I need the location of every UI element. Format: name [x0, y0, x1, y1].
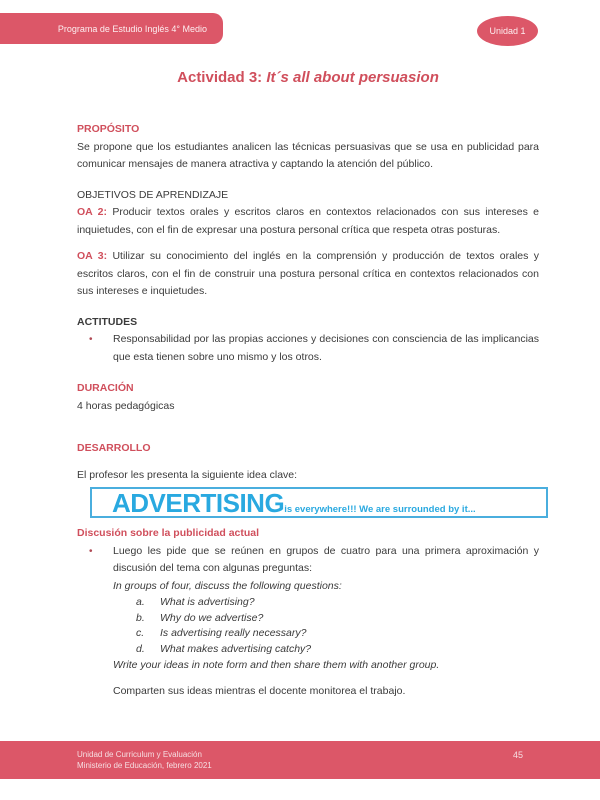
desarrollo-heading: DESARROLLO: [77, 442, 151, 454]
oa3-label: OA 3:: [77, 250, 108, 262]
footer-line2: Ministerio de Educación, febrero 2021: [77, 761, 212, 770]
page-title: [77, 68, 539, 88]
footer-credits: [77, 749, 212, 771]
question-list: [136, 595, 539, 657]
page-number: 45: [512, 750, 523, 760]
discusion-bullet-text: Luego les pide que se reúnen en grupos de cuatro para una primera aproximación y discusión del tema con algunas preguntas:: [113, 544, 539, 574]
oa2-paragraph: [77, 204, 539, 239]
actitudes-heading: ACTITUDES: [77, 315, 138, 328]
advertising-banner: [90, 487, 548, 518]
page-title-italic: It´s all about persuasion: [266, 69, 439, 86]
discusion-bullet-item: [77, 543, 539, 578]
footer-line1: Unidad de Curriculum y Evaluación: [77, 750, 202, 759]
question-text: What is advertising?: [160, 596, 255, 608]
page-title-prefix: Actividad 3:: [177, 69, 267, 86]
program-badge: [0, 13, 223, 44]
oa2-text: Producir textos orales y escritos claros en contextos relacionados con sus intereses e inquietudes, con el fin de expresar una postura personal crítica que respeta otras posturas.: [77, 206, 539, 236]
question-item: [136, 642, 539, 658]
question-letter: a.: [136, 596, 145, 608]
question-item: [136, 626, 539, 642]
program-badge-label: Programa de Estudio Inglés 4° Medio: [57, 23, 207, 34]
page-footer: [0, 741, 600, 779]
bullet-icon: •: [89, 545, 93, 557]
unit-badge-label: Unidad 1: [489, 26, 526, 36]
question-letter: d.: [136, 642, 145, 655]
duracion-heading: DURACIÓN: [77, 382, 134, 394]
closing-note: Comparten sus ideas mientras el docente monitorea el trabajo.: [113, 684, 406, 697]
discusion-instruction-en: In groups of four, discuss the following questions:: [113, 579, 342, 592]
question-text: Is advertising really necessary?: [160, 627, 307, 639]
bullet-icon: •: [89, 334, 93, 345]
actitudes-bullet-text: Responsabilidad por las propias acciones y decisiones con consciencia de las implicancias que esta tienen sobre uno mismo y los otros.: [113, 333, 539, 363]
question-item: [136, 611, 539, 627]
proposito-body: Se propone que los estudiantes analicen las técnicas persuasivas que se usa en publicidad para comunicar mensajes de manera atractiva y captando la atención del público.: [77, 140, 539, 170]
advertising-banner-tagline: is everywhere!!! We are surrounded by it...: [284, 504, 476, 515]
unit-badge: [477, 16, 538, 46]
question-letter: c.: [136, 627, 145, 639]
question-letter: b.: [136, 611, 145, 624]
advertising-banner-word: ADVERTISING: [112, 488, 285, 518]
question-text: What makes advertising catchy?: [160, 642, 312, 655]
desarrollo-intro: El profesor les presenta la siguiente idea clave:: [77, 468, 298, 481]
document-content: [77, 68, 539, 700]
duracion-body: 4 horas pedagógicas: [77, 399, 175, 412]
discusion-heading: Discusión sobre la publicidad actual: [77, 527, 260, 539]
question-text: Why do we advertise?: [160, 611, 264, 624]
question-item: [136, 595, 539, 611]
proposito-heading: PROPÓSITO: [77, 123, 140, 135]
oa3-text: Utilizar su conocimiento del inglés en la comprensión y producción de textos orales y escritos claros, con el fin de construir una postura personal crítica en contextos relacionados con sus intereses e inquietudes.: [77, 250, 539, 297]
objetivos-heading: OBJETIVOS DE APRENDIZAJE: [77, 188, 229, 201]
write-note: Write your ideas in note form and then share them with another group.: [113, 659, 440, 671]
actitudes-bullet-item: [77, 331, 539, 366]
oa2-label: OA 2:: [77, 206, 108, 218]
oa3-paragraph: [77, 248, 539, 301]
